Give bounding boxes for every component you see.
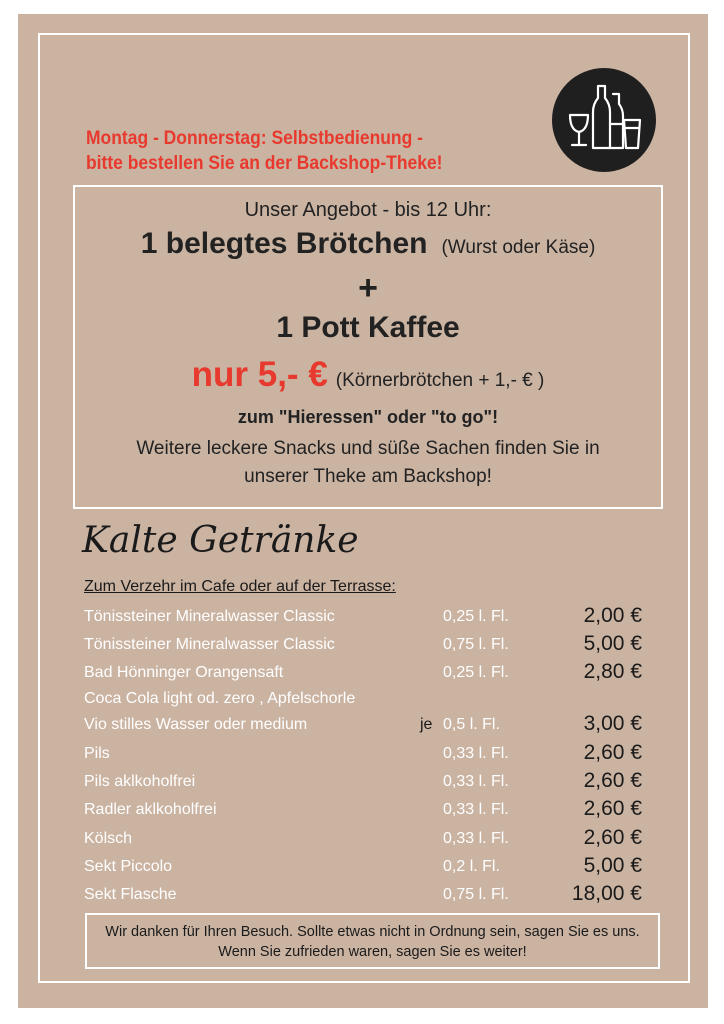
drink-price: 3,00 €	[583, 712, 642, 735]
drink-size: 0,25 l. Fl.	[443, 664, 509, 681]
drink-size: 0,33 l. Fl.	[443, 830, 509, 847]
drink-size: 0,5 l. Fl.	[443, 716, 500, 733]
notice-line-1: Montag - Donnerstag: Selbstbedienung -	[86, 128, 423, 149]
drink-name: Bad Hönninger Orangensaft	[84, 664, 284, 681]
drink-row	[0, 604, 724, 630]
offer-price	[75, 355, 661, 395]
drink-je: je	[420, 716, 433, 733]
drink-price: 5,00 €	[583, 632, 642, 655]
offer-snacks-line-2: unserer Theke am Backshop!	[244, 466, 492, 487]
thank-you-box	[85, 913, 660, 969]
offer-item-coffee: 1 Pott Kaffee	[276, 311, 460, 344]
drink-name: Pils aklkoholfrei	[84, 773, 196, 790]
drink-price: 2,60 €	[583, 826, 642, 849]
drink-row	[0, 797, 724, 823]
self-service-notice	[86, 126, 518, 176]
drink-size: 0,75 l. Fl.	[443, 636, 509, 653]
drink-name: Vio stilles Wasser oder medium	[84, 716, 308, 733]
offer-price-note: (Körnerbrötchen + 1,- € )	[335, 370, 545, 391]
drink-name: Kölsch	[84, 830, 133, 847]
drink-price: 2,60 €	[583, 797, 642, 820]
breakfast-offer-box	[73, 185, 663, 509]
drink-size: 0,75 l. Fl.	[443, 886, 509, 903]
drink-row	[0, 632, 724, 658]
drink-size: 0,2 l. Fl.	[443, 858, 500, 875]
drink-row	[0, 686, 724, 712]
offer-item-roll	[75, 227, 661, 261]
drink-row	[0, 854, 724, 880]
drink-name: Coca Cola light od. zero , Apfelschorle	[84, 690, 356, 707]
offer-plus: +	[358, 269, 378, 307]
drink-price: 5,00 €	[583, 854, 642, 877]
drinks-subheading: Zum Verzehr im Cafe oder auf der Terrasse:	[84, 578, 396, 595]
drink-price: 18,00 €	[571, 882, 642, 905]
drink-price: 2,60 €	[583, 741, 642, 764]
drink-row	[0, 712, 724, 738]
drink-size: 0,25 l. Fl.	[443, 608, 509, 625]
drink-price: 2,80 €	[583, 660, 642, 683]
notice-line-2: bitte bestellen Sie an der Backshop-Theke!	[86, 153, 443, 174]
thank-you-line-2: Wenn Sie zufrieden waren, sagen Sie es weiter!	[218, 944, 527, 960]
offer-item-roll-label: 1 belegtes Brötchen	[140, 227, 428, 260]
offer-item-roll-note: (Wurst oder Käse)	[441, 237, 596, 258]
offer-snacks-line-1: Weitere leckere Snacks und süße Sachen finden Sie in	[136, 438, 600, 459]
drink-price: 2,00 €	[583, 604, 642, 627]
drink-row	[0, 769, 724, 795]
drink-size: 0,33 l. Fl.	[443, 745, 509, 762]
drink-row	[0, 741, 724, 767]
offer-price-value: nur 5,- €	[191, 355, 328, 394]
drink-name: Sekt Piccolo	[84, 858, 173, 875]
drink-size: 0,33 l. Fl.	[443, 773, 509, 790]
drink-name: Sekt Flasche	[84, 886, 177, 903]
section-title-cold-drinks: Kalte Getränke	[82, 520, 359, 561]
drink-size: 0,33 l. Fl.	[443, 801, 509, 818]
offer-togo: zum "Hieressen" oder "to go"!	[237, 407, 499, 427]
offer-snacks-text	[115, 435, 621, 491]
drink-name: Tönissteiner Mineralwasser Classic	[84, 608, 335, 625]
drinks-icon	[552, 68, 656, 172]
drink-row	[0, 660, 724, 686]
drink-name: Radler aklkoholfrei	[84, 801, 217, 818]
drink-name: Tönissteiner Mineralwasser Classic	[84, 636, 335, 653]
drink-row	[0, 826, 724, 852]
drink-row	[0, 882, 724, 908]
drink-price: 2,60 €	[583, 769, 642, 792]
drink-name: Pils	[84, 745, 110, 762]
thank-you-line-1: Wir danken für Ihren Besuch. Sollte etwas nicht in Ordnung sein, sagen Sie es uns.	[105, 924, 640, 940]
offer-heading: Unser Angebot - bis 12 Uhr:	[244, 199, 492, 221]
